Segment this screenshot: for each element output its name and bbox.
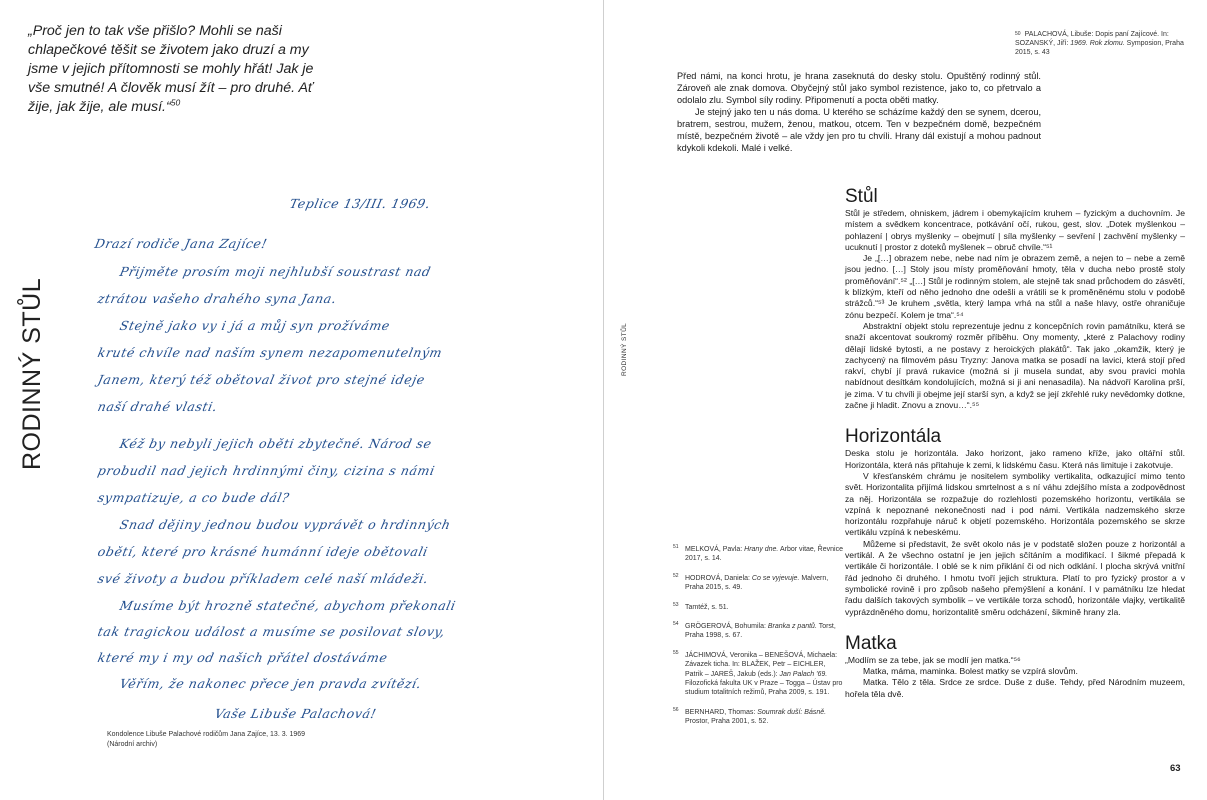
paragraph: Je stejný jako ten u nás doma. U kterého se scházíme každý den se synem, dcerou, bratrem, sestrou, mužem, ženou, matkou, otcem. Ten v bezpečném domě, bezpečném místě, bezpečném životě – ale vždy jen pro tu chvíli. Hrany dál existují a mohou padnout kdykoli kdekoli. Malé i velké. [677, 107, 1041, 153]
footnote-title: Hrany dne. [744, 546, 779, 553]
footnote-text: Prostor, Praha 2001, s. 52. [685, 718, 769, 726]
paragraph: Matka. Tělo z těla. Srdce ze srdce. Duše z duše. Tehdy, před Národním muzeem, hořela těla dvě. [845, 677, 1185, 699]
footnote-text: JÁCHIMOVÁ, Veronika – BENEŠOVÁ, Michaela: Závazek ticha. In: BLAŽEK, Petr – EICHLER, Patrik – JAREŠ, Jakub (eds.): [685, 651, 838, 678]
paragraph: Před námi, na konci hrotu, je hrana zaseknutá do desky stolu. Opuštěný rodinný stůl. Zároveň ale znak domova. Obyčejný stůl jako symbol rezistence, jako to, co přetrvalo a odolalo zlu. Symbol síly rodiny. Připomenutí a pocta oběti matky. [677, 71, 1041, 105]
footnote-number: 53 [673, 601, 679, 608]
section-heading: Matka [845, 632, 897, 654]
epigraph-quote [28, 22, 328, 117]
footnote-title: Soumrak duší: Básně. [757, 708, 827, 716]
paragraph: V křesťanském chrámu je nositelem symboliky vertikalita, odkazující mimo tento svět. Horizontalita přijímá lidskou smrtelnost a s ní váhu zdejšího místa a zodpovědnost za něj. Horizontála se rozpažuje do rozlehlosti pozemského horizontu, vertikála se vzpíná k nepoznané nekonečnosti nad i pod námi. Vertikála nadzemského skrze horizontálu rozpřahuje náruč k objetí pozemského. Horizontála pozemského se skrze vertikálu vzpíná k nebeskému. [845, 470, 1185, 538]
footnote-title: Co se vyjevuje. [751, 574, 800, 582]
footnote-text: BERNHARD, Thomas: [685, 708, 758, 716]
page-number: 63 [1170, 763, 1181, 774]
chapter-title-vertical: RODINNÝ STŮL [18, 277, 46, 470]
intro-text [677, 70, 1041, 154]
main-column [845, 187, 1185, 716]
letter-line: obětí, které pro krásné humánní ideje obětovali [96, 544, 430, 559]
paragraph: Můžeme si představit, že svět okolo nás je v podstatě složen pouze z horizontál a vertikál. A že všechno ostatní je jen jejich sčítáním a modifikací. I šikmé přepadá k vertikále či horizontále. I oblé se k nim přiklání či od nich odklání. I plocha skrývá vnitřní řád jednoho či druhého. I hmotu tvoří jejich struktura. Platí to pro fyzický prostor a v symbolické rovině i pro způsob našeho přemýšlení a konání. I v památníku lze hledat řadu dalších takových symbolik – ve vertikále torza schodů, horizontále vlajky, vertikalitě vyprázdněného domu, horizontalitě směru odcházení, šikmině hrany zla. [845, 538, 1185, 617]
quote-text: „Proč jen to tak vše přišlo? Mohli se naši chlapečkové těšit se životem jako druzí a my jsme v jejich přítomnosti se mohly hřát! Jak je vše smutné! A člověk musí žít – pro druhé. Ať žije, jak žije, ale musí.“ [28, 23, 314, 115]
footnote-number: 54 [673, 621, 679, 628]
letter-line: Věřím, že nakonec přece jen pravda zvítězí. [118, 676, 424, 691]
letter-line: kruté chvíle nad naším synem nezapomenutelným [96, 345, 444, 360]
footnote-text: Malvern, Praha 2015, s. 49. [685, 574, 829, 592]
footnote-number: 52 [673, 572, 679, 579]
letter-line: své životy a budou příkladem celé naší mládeži. [96, 571, 431, 586]
footnote-55 [673, 651, 843, 698]
paragraph: Matka, máma, maminka. Bolest matky se vzpírá slovům. [863, 666, 1078, 677]
section-heading: Horizontála [845, 426, 942, 448]
footnote-54 [673, 622, 843, 641]
paragraph: Deska stolu je horizontála. Jako horizont, jako rameno kříže, jako oltářní stůl. Horizontála, která nás přitahuje k zemi, k lidskému času. Která nás limituje i zakotvuje. [845, 448, 1185, 470]
paragraph: „Modlím se za tebe, jak se modlí jen matka.“⁵⁶ [845, 654, 1021, 665]
footnote-text: GRÖGEROVÁ, Bohumila: [685, 623, 768, 631]
letter-line: naší drahé vlasti. [96, 399, 220, 414]
paragraph: Je „[…] obrazem nebe, nebe nad ním je obrazem země, a nejen to – nebe a země jsou jedno. […] Stoly jsou místy proměňování hmoty, těla v ducha nebo prostě stoly proměňování“.⁵² „[…] Stůl je rodinným stolem, ale stejně tak snad průchodem do zásvětí, k blízkým, kteří od něho jednoho dne odešli a vrátili se k proměněnému stolu v podobě strážců.“⁵³ Je kruhem „světla, který lampa vrhá na stůl a naše hlavy, ostře ohraničuje zónu bezpečí. Kolem je tma“.⁵⁴ [845, 253, 1185, 320]
letter-line: Musíme být hrozně statečné, abychom překonali [118, 598, 458, 613]
footnote-text: Filozofická fakulta UK v Praze – Togga – Ústav pro studium totalitních režimů, Praha 2009, s. 191. [685, 680, 843, 697]
footnote-text: PALACHOVÁ, Libuše: Dopis paní Zajícové. In: SOZANSKÝ, Jiří: [1015, 31, 1169, 48]
letter-line: sympatizuje, a co bude dál? [96, 490, 291, 505]
footnote-53 [673, 603, 843, 612]
letter-line: probudil nad jejich hrdinnými činy, cizina s námi [96, 463, 437, 478]
letter-date: Teplice 13/III. 1969. [288, 196, 433, 211]
paragraph: Abstraktní objekt stolu reprezentuje jednu z koncepčních rovin památníku, která se snaží akcentovat soukromý rozměr příběhu. Ony momenty, „které z Palachovy rodiny dělají lidské bytosti, a ne postavy z heroických plakátů“. Tak jako „okamžik, který je zachycený na filmovém pásu Tryzny: Janova matka se posadí na lavici, která stojí před rakví, chybí jí pravá rukavice (možná si ji musela sundat, aby svou pravici mohla nabídnout desítkám kondolujících, možná si ji ani nenasadila). Na nádvoří Karolina prší, je zima. V tu chvíli ji obejme její starší syn, a když se její zkřehlé ruky nevědomky dotkne, začne ji hladit. Znovu a znovu…“.⁵⁵ [845, 320, 1185, 411]
footnote-text: HODROVÁ, Daniela: [685, 574, 752, 582]
footnote-text: Arbor vitae, Řevnice 2017, s. 14. [685, 546, 843, 563]
footnote-number: 55 [673, 649, 679, 656]
section-matka [845, 634, 1185, 700]
footnote-title: Jan Palach '69. [779, 670, 828, 678]
letter-line: Přijměte prosím moji nejhlubší soustrast nad [118, 264, 433, 279]
footnote-number: 50 [1015, 31, 1021, 37]
section-horizontala [845, 427, 1185, 617]
footnote-56 [673, 708, 843, 727]
footnote-52 [673, 574, 843, 593]
footnote-50 [1015, 30, 1195, 58]
footnote-number: 56 [673, 706, 679, 713]
paragraph: Stůl je středem, ohniskem, jádrem i obemykajícím kruhem – fyzickým a duchovním. Je místem a svědkem koncentrace, potkávání očí, rukou, gest, slov. „Dotek myšlenkou – pohlazení | obrys myšlenky – obejmutí | síla myšlenky – sevření | zachvění myšlenky – ucuknutí | prostor z doteků myšlenek – obruč chvíle.“⁵¹ [845, 208, 1185, 252]
letter-line: tak tragickou událost a musíme se posilovat slovy, [96, 624, 447, 639]
letter-line: ztrátou vašeho drahého syna Jana. [96, 291, 339, 306]
footnotes [673, 545, 843, 737]
letter-line: které my i my od našich přátel dostáváme [96, 650, 390, 665]
running-head-vertical: RODINNÝ STŮL [621, 322, 628, 376]
section-stul [845, 187, 1185, 411]
letter-line: Snad dějiny jednou budou vyprávět o hrdinných [118, 517, 453, 532]
letter-line: Janem, který též obětoval život pro stejné ideje [96, 372, 427, 387]
left-page [0, 0, 603, 800]
footnote-number: 51 [673, 544, 679, 550]
footnote-text: Symposion, Praha 2015, s. 43 [1015, 40, 1184, 57]
footnote-51 [673, 545, 843, 564]
letter-signature: Vaše Libuše Palachová! [213, 706, 378, 721]
footnote-text: Torst, Praha 1998, s. 67. [685, 623, 836, 640]
footnote-title: 1969. Rok zlomu. [1070, 40, 1125, 48]
letter-line: Stejně jako vy i já a můj syn prožíváme [118, 318, 392, 333]
letter-line: Kéž by nebyli jejich oběti zbytečné. Národ se [118, 436, 434, 451]
footnote-title: Branka z pantů. [767, 623, 817, 631]
section-heading: Stůl [845, 186, 878, 207]
image-caption: Kondolence Libuše Palachové rodičům Jana Zajíce, 13. 3. 1969 (Národní archiv) [107, 731, 306, 748]
footnote-ref: 50 [170, 97, 181, 108]
letter-line: Drazí rodiče Jana Zajíce! [93, 236, 269, 251]
footnote-text: MELKOVÁ, Pavla: [685, 546, 745, 553]
footnote-text: Tamtéž, s. 51. [685, 603, 729, 611]
